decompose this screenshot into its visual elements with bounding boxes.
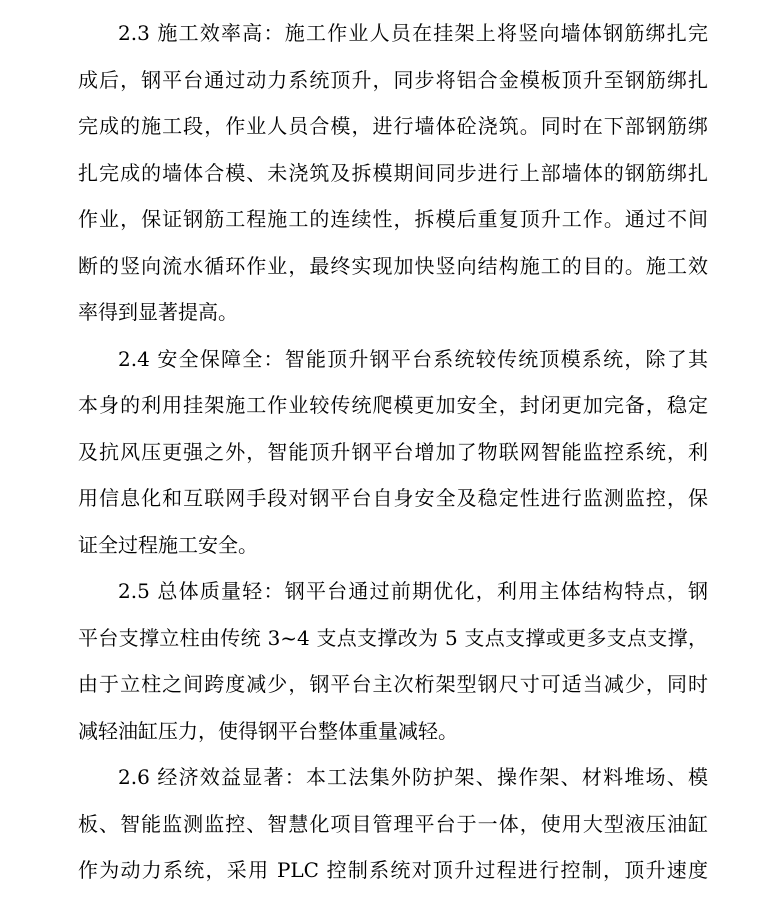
text-line: 用信息化和互联网手段对钢平台自身安全及稳定性进行监测监控，保 xyxy=(78,486,708,510)
text-line: 本身的利用挂架施工作业较传统爬模更加安全，封闭更加完备，稳定 xyxy=(78,393,708,417)
text-line: 作为动力系统，采用 PLC 控制系统对顶升过程进行控制，顶升速度 xyxy=(78,858,708,882)
paragraph-2-6 xyxy=(78,754,708,894)
text-line: 完成的施工段，作业人员合模，进行墙体砼浇筑。同时在下部钢筋绑 xyxy=(78,114,708,138)
text-line: 作业，保证钢筋工程施工的连续性，拆模后重复顶升工作。通过不间 xyxy=(78,207,708,231)
paragraph-2-5 xyxy=(78,568,708,754)
text-line: 2.5 总体质量轻：钢平台通过前期优化，利用主体结构特点，钢 xyxy=(118,579,708,603)
text-line: 2.6 经济效益显著：本工法集外防护架、操作架、材料堆场、模 xyxy=(118,765,708,789)
paragraph-2-4 xyxy=(78,336,708,569)
text-line: 证全过程施工安全。 xyxy=(78,532,258,557)
text-line: 率得到显著提高。 xyxy=(78,300,238,324)
text-line: 由于立柱之间跨度减少，钢平台主次桁架型钢尺寸可适当减少，同时 xyxy=(78,672,708,696)
document-page xyxy=(78,10,708,894)
text-line: 断的竖向流水循环作业，最终实现加快竖向结构施工的目的。施工效 xyxy=(78,253,708,278)
text-line: 及抗风压更强之外，智能顶升钢平台增加了物联网智能监控系统，利 xyxy=(78,439,708,464)
text-line: 平台支撑立柱由传统 3~4 支点支撑改为 5 支点支撑或更多支点支撑， xyxy=(78,625,708,650)
text-line: 板、智能监测监控、智慧化项目管理平台于一体，使用大型液压油缸 xyxy=(78,811,708,836)
text-line: 成后，钢平台通过动力系统顶升，同步将铝合金模板顶升至钢筋绑扎 xyxy=(78,67,708,92)
paragraph-2-3 xyxy=(78,10,708,336)
text-line: 扎完成的墙体合模、未浇筑及拆模期间同步进行上部墙体的钢筋绑扎 xyxy=(78,160,708,185)
text-line: 2.3 施工效率高：施工作业人员在挂架上将竖向墙体钢筋绑扎完 xyxy=(118,21,708,45)
text-line: 减轻油缸压力，使得钢平台整体重量减轻。 xyxy=(78,718,458,743)
text-line: 2.4 安全保障全：智能顶升钢平台系统较传统顶模系统，除了其 xyxy=(118,346,708,371)
